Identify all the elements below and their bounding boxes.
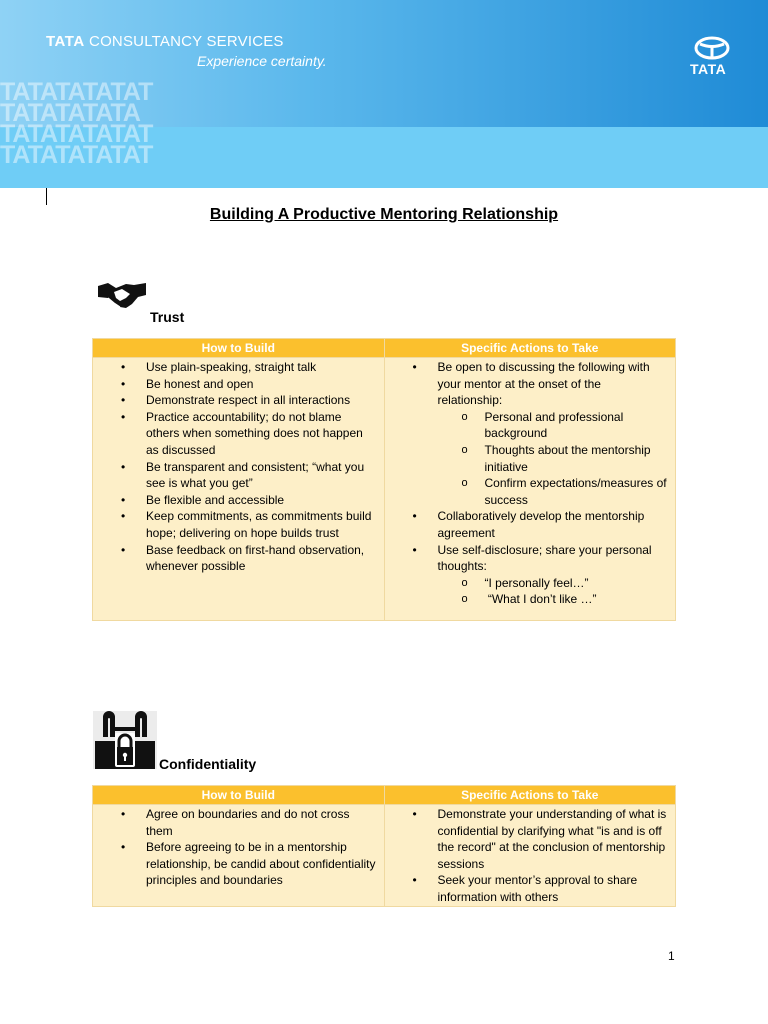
list-item-text: Use self-disclosure; share your personal thoughts:	[437, 542, 652, 574]
text-cursor	[46, 188, 47, 205]
how-to-build-cell	[93, 805, 385, 907]
trust-table	[92, 338, 676, 621]
table-row	[93, 358, 676, 621]
pattern-row: TATATATATAT	[0, 141, 153, 169]
actions-cell	[384, 805, 676, 907]
list-item: • Base feedback on first-hand observation, whenever possible	[93, 542, 384, 575]
section-label-trust: Trust	[150, 309, 185, 325]
list-item	[385, 542, 676, 608]
column-header-actions: Specific Actions to Take	[384, 339, 676, 358]
pattern-row: TATATATATAT	[0, 82, 153, 106]
header-banner	[0, 0, 768, 188]
list-item: • Keep commitments, as commitments build hope; delivering on hope builds trust	[93, 508, 384, 541]
column-header-how-to-build: How to Build	[93, 786, 385, 805]
document-title: Building A Productive Mentoring Relationship	[209, 206, 559, 223]
list-item: • Use plain-speaking, straight talk	[93, 359, 384, 376]
sub-list-item: o Confirm expectations/measures of success	[438, 475, 668, 508]
sub-list-item: o “I personally feel…”	[438, 575, 668, 592]
section-label-confidentiality: Confidentiality	[159, 756, 257, 772]
handshake-icon	[96, 280, 148, 310]
table-header-row	[93, 339, 676, 358]
sub-list-item: o Personal and professional background	[438, 409, 668, 442]
company-name	[46, 33, 284, 50]
company-name-bold: TATA	[46, 33, 85, 50]
list-item: • Demonstrate your understanding of what is confidential by clarifying what "is and is off the record" at the conclusion of mentorship sessions	[385, 806, 676, 872]
list-item: • Be transparent and consistent; “what you see is what you get”	[93, 459, 384, 492]
company-name-rest: CONSULTANCY SERVICES	[89, 33, 284, 50]
list-item: • Agree on boundaries and do not cross them	[93, 806, 384, 839]
list-item: • Be honest and open	[93, 376, 384, 393]
tagline: Experience certainty.	[197, 53, 327, 69]
list-item: • Collaboratively develop the mentorship agreement	[385, 508, 676, 541]
table-header-row	[93, 786, 676, 805]
column-header-actions: Specific Actions to Take	[384, 786, 676, 805]
list-item: • Seek your mentor’s approval to share information with others	[385, 872, 676, 905]
pattern-row: TATATATATAT	[0, 120, 153, 148]
list-item: • Practice accountability; do not blame others when something does not happen as discussed	[93, 409, 384, 459]
brand-pattern	[0, 82, 230, 172]
actions-cell	[384, 358, 676, 621]
how-to-build-cell	[93, 358, 385, 621]
column-header-how-to-build: How to Build	[93, 339, 385, 358]
list-item: • Demonstrate respect in all interactions	[93, 392, 384, 409]
pattern-row: TATATATATA	[0, 99, 140, 127]
logo-wordmark: TATA	[690, 61, 727, 77]
list-item-text: Be open to discussing the following with your mentor at the onset of the relationship:	[437, 360, 650, 408]
sub-list-item: o Thoughts about the mentorship initiative	[438, 442, 668, 475]
confidentiality-table	[92, 785, 676, 907]
table-row	[93, 805, 676, 907]
page-number: 1	[668, 949, 675, 963]
list-item: • Before agreeing to be in a mentorship relationship, be candid about confidentiality principles and boundaries	[93, 839, 384, 889]
padlock-chain-icon	[93, 711, 157, 769]
sub-list-item: o “What I don’t like …”	[438, 591, 668, 608]
list-item: • Be flexible and accessible	[93, 492, 384, 509]
list-item	[385, 359, 676, 508]
